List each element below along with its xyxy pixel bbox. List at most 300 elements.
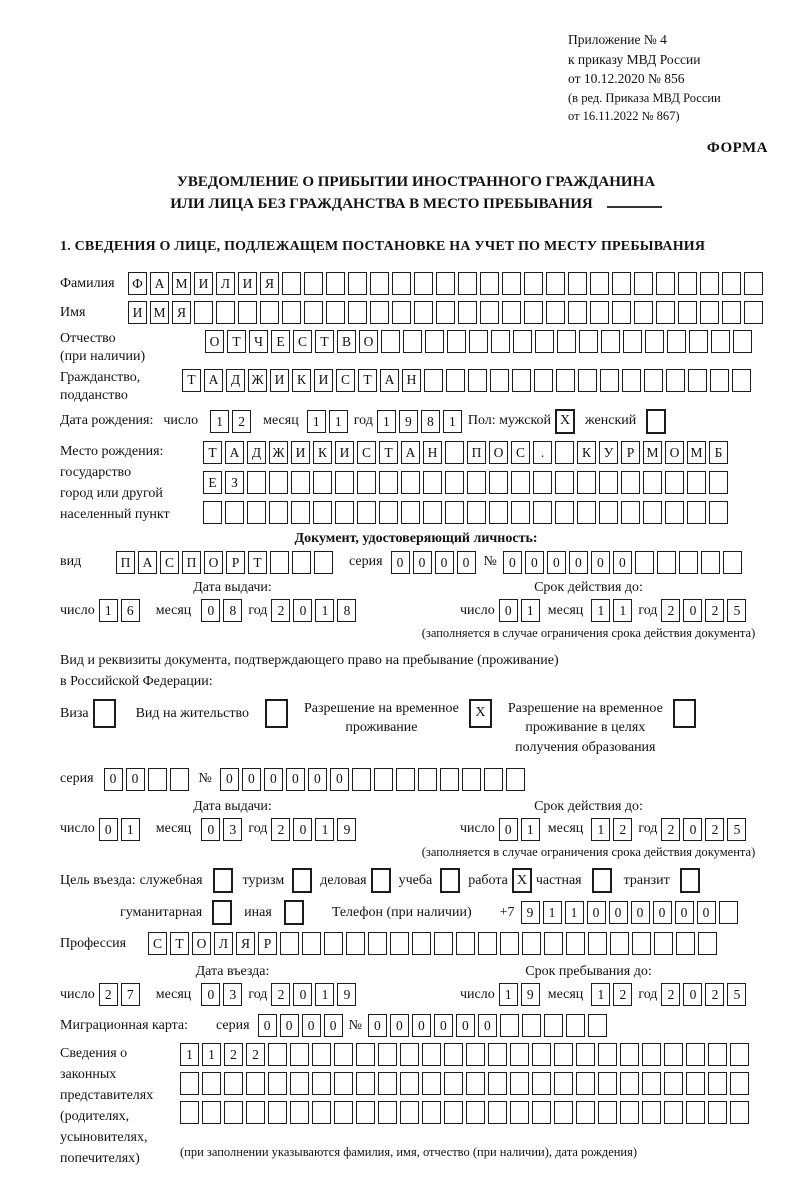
- char-cell[interactable]: [378, 1101, 397, 1124]
- char-cell[interactable]: П: [182, 551, 201, 574]
- char-cell[interactable]: [730, 1072, 749, 1095]
- char-cell[interactable]: 0: [697, 901, 716, 924]
- char-cell[interactable]: [246, 1101, 265, 1124]
- char-cell[interactable]: [381, 330, 400, 353]
- char-cell[interactable]: [370, 272, 389, 295]
- char-cell[interactable]: 0: [390, 1014, 409, 1037]
- char-cell[interactable]: М: [687, 441, 706, 464]
- char-cell[interactable]: О: [205, 330, 224, 353]
- char-cell[interactable]: 0: [631, 901, 650, 924]
- char-cell[interactable]: К: [292, 369, 311, 392]
- char-cell[interactable]: [346, 932, 365, 955]
- char-cell[interactable]: [722, 272, 741, 295]
- char-cell[interactable]: 1: [99, 599, 118, 622]
- char-cell[interactable]: [678, 272, 697, 295]
- char-cell[interactable]: 2: [99, 983, 118, 1006]
- char-cell[interactable]: 1: [591, 983, 610, 1006]
- char-cell[interactable]: З: [225, 471, 244, 494]
- char-cell[interactable]: [194, 301, 213, 324]
- char-cell[interactable]: [314, 551, 333, 574]
- char-cell[interactable]: [356, 1043, 375, 1066]
- char-cell[interactable]: 0: [525, 551, 544, 574]
- char-cell[interactable]: [502, 272, 521, 295]
- char-cell[interactable]: 1: [121, 818, 140, 841]
- char-cell[interactable]: [700, 301, 719, 324]
- purpose-tourism-checkbox[interactable]: [292, 868, 312, 893]
- char-cell[interactable]: 8: [421, 410, 440, 433]
- char-cell[interactable]: [484, 768, 503, 791]
- char-cell[interactable]: 0: [293, 599, 312, 622]
- char-cell[interactable]: [522, 932, 541, 955]
- char-cell[interactable]: [708, 1101, 727, 1124]
- char-cell[interactable]: [425, 330, 444, 353]
- char-cell[interactable]: 0: [412, 1014, 431, 1037]
- char-cell[interactable]: [302, 932, 321, 955]
- char-cell[interactable]: И: [194, 272, 213, 295]
- purpose-work-checkbox[interactable]: X: [512, 868, 532, 893]
- char-cell[interactable]: 0: [99, 818, 118, 841]
- char-cell[interactable]: [396, 768, 415, 791]
- char-cell[interactable]: [446, 369, 465, 392]
- char-cell[interactable]: 7: [121, 983, 140, 1006]
- char-cell[interactable]: [687, 501, 706, 524]
- title-blank-underline[interactable]: [607, 206, 662, 208]
- char-cell[interactable]: [744, 272, 763, 295]
- char-cell[interactable]: Я: [236, 932, 255, 955]
- char-cell[interactable]: [378, 1043, 397, 1066]
- char-cell[interactable]: [445, 441, 464, 464]
- char-cell[interactable]: 3: [223, 983, 242, 1006]
- char-cell[interactable]: [723, 551, 742, 574]
- char-cell[interactable]: [544, 1014, 563, 1037]
- char-cell[interactable]: 0: [413, 551, 432, 574]
- char-cell[interactable]: [643, 501, 662, 524]
- char-cell[interactable]: [440, 768, 459, 791]
- char-cell[interactable]: [447, 330, 466, 353]
- char-cell[interactable]: [635, 551, 654, 574]
- char-cell[interactable]: 1: [180, 1043, 199, 1066]
- char-cell[interactable]: 0: [201, 983, 220, 1006]
- char-cell[interactable]: М: [150, 301, 169, 324]
- char-cell[interactable]: Т: [379, 441, 398, 464]
- char-cell[interactable]: [326, 272, 345, 295]
- char-cell[interactable]: Я: [172, 301, 191, 324]
- purpose-humanitarian-checkbox[interactable]: [212, 900, 232, 925]
- char-cell[interactable]: [462, 768, 481, 791]
- char-cell[interactable]: 0: [435, 551, 454, 574]
- char-cell[interactable]: [510, 1101, 529, 1124]
- char-cell[interactable]: [689, 330, 708, 353]
- char-cell[interactable]: [612, 272, 631, 295]
- char-cell[interactable]: [623, 330, 642, 353]
- char-cell[interactable]: 9: [399, 410, 418, 433]
- char-cell[interactable]: [490, 369, 509, 392]
- char-cell[interactable]: [291, 501, 310, 524]
- char-cell[interactable]: 0: [286, 768, 305, 791]
- char-cell[interactable]: [709, 471, 728, 494]
- char-cell[interactable]: [654, 932, 673, 955]
- char-cell[interactable]: [599, 501, 618, 524]
- char-cell[interactable]: 2: [705, 818, 724, 841]
- char-cell[interactable]: [260, 301, 279, 324]
- char-cell[interactable]: 1: [521, 818, 540, 841]
- char-cell[interactable]: Т: [182, 369, 201, 392]
- char-cell[interactable]: 2: [271, 983, 290, 1006]
- char-cell[interactable]: [324, 932, 343, 955]
- char-cell[interactable]: А: [150, 272, 169, 295]
- char-cell[interactable]: А: [204, 369, 223, 392]
- char-cell[interactable]: [500, 932, 519, 955]
- char-cell[interactable]: 0: [293, 983, 312, 1006]
- char-cell[interactable]: 0: [587, 901, 606, 924]
- char-cell[interactable]: [335, 501, 354, 524]
- char-cell[interactable]: [568, 272, 587, 295]
- char-cell[interactable]: [268, 1072, 287, 1095]
- char-cell[interactable]: 0: [569, 551, 588, 574]
- char-cell[interactable]: Д: [247, 441, 266, 464]
- male-checkbox[interactable]: X: [555, 409, 575, 434]
- char-cell[interactable]: Ж: [269, 441, 288, 464]
- char-cell[interactable]: 1: [499, 983, 518, 1006]
- char-cell[interactable]: 0: [324, 1014, 343, 1037]
- char-cell[interactable]: 2: [661, 983, 680, 1006]
- char-cell[interactable]: [645, 330, 664, 353]
- char-cell[interactable]: Л: [216, 272, 235, 295]
- char-cell[interactable]: 2: [271, 818, 290, 841]
- char-cell[interactable]: [601, 330, 620, 353]
- char-cell[interactable]: [598, 1072, 617, 1095]
- char-cell[interactable]: 1: [613, 599, 632, 622]
- char-cell[interactable]: [513, 330, 532, 353]
- char-cell[interactable]: [390, 932, 409, 955]
- char-cell[interactable]: [202, 1101, 221, 1124]
- char-cell[interactable]: [524, 301, 543, 324]
- char-cell[interactable]: [400, 1072, 419, 1095]
- char-cell[interactable]: [664, 1043, 683, 1066]
- char-cell[interactable]: [403, 330, 422, 353]
- char-cell[interactable]: [612, 301, 631, 324]
- char-cell[interactable]: [511, 471, 530, 494]
- char-cell[interactable]: 0: [609, 901, 628, 924]
- char-cell[interactable]: С: [160, 551, 179, 574]
- char-cell[interactable]: 2: [705, 983, 724, 1006]
- char-cell[interactable]: Я: [260, 272, 279, 295]
- char-cell[interactable]: Т: [358, 369, 377, 392]
- char-cell[interactable]: [412, 932, 431, 955]
- char-cell[interactable]: [456, 932, 475, 955]
- char-cell[interactable]: [666, 369, 685, 392]
- char-cell[interactable]: [357, 471, 376, 494]
- char-cell[interactable]: [555, 471, 574, 494]
- char-cell[interactable]: Д: [226, 369, 245, 392]
- char-cell[interactable]: Ж: [248, 369, 267, 392]
- temp-permit-checkbox[interactable]: X: [469, 699, 492, 728]
- char-cell[interactable]: [621, 471, 640, 494]
- char-cell[interactable]: С: [336, 369, 355, 392]
- char-cell[interactable]: [247, 501, 266, 524]
- char-cell[interactable]: Р: [258, 932, 277, 955]
- char-cell[interactable]: [480, 272, 499, 295]
- char-cell[interactable]: [467, 501, 486, 524]
- char-cell[interactable]: 0: [264, 768, 283, 791]
- char-cell[interactable]: [576, 1043, 595, 1066]
- char-cell[interactable]: [334, 1072, 353, 1095]
- char-cell[interactable]: [576, 1072, 595, 1095]
- char-cell[interactable]: 0: [591, 551, 610, 574]
- char-cell[interactable]: [444, 1101, 463, 1124]
- char-cell[interactable]: [598, 1043, 617, 1066]
- char-cell[interactable]: [686, 1072, 705, 1095]
- char-cell[interactable]: [148, 768, 167, 791]
- char-cell[interactable]: [312, 1043, 331, 1066]
- char-cell[interactable]: [378, 1072, 397, 1095]
- char-cell[interactable]: [491, 330, 510, 353]
- char-cell[interactable]: 1: [210, 410, 229, 433]
- char-cell[interactable]: [506, 768, 525, 791]
- char-cell[interactable]: Р: [226, 551, 245, 574]
- char-cell[interactable]: 9: [521, 983, 540, 1006]
- char-cell[interactable]: [643, 471, 662, 494]
- char-cell[interactable]: [225, 501, 244, 524]
- char-cell[interactable]: [414, 272, 433, 295]
- char-cell[interactable]: 0: [201, 818, 220, 841]
- char-cell[interactable]: [687, 471, 706, 494]
- char-cell[interactable]: Б: [709, 441, 728, 464]
- char-cell[interactable]: [489, 471, 508, 494]
- char-cell[interactable]: [533, 471, 552, 494]
- char-cell[interactable]: 0: [675, 901, 694, 924]
- char-cell[interactable]: 8: [223, 599, 242, 622]
- char-cell[interactable]: 2: [224, 1043, 243, 1066]
- char-cell[interactable]: [290, 1101, 309, 1124]
- char-cell[interactable]: 0: [391, 551, 410, 574]
- char-cell[interactable]: 5: [727, 818, 746, 841]
- char-cell[interactable]: Т: [170, 932, 189, 955]
- char-cell[interactable]: П: [467, 441, 486, 464]
- char-cell[interactable]: [434, 932, 453, 955]
- char-cell[interactable]: [511, 501, 530, 524]
- char-cell[interactable]: [304, 272, 323, 295]
- char-cell[interactable]: [348, 272, 367, 295]
- char-cell[interactable]: [744, 301, 763, 324]
- char-cell[interactable]: 0: [683, 983, 702, 1006]
- char-cell[interactable]: [700, 272, 719, 295]
- char-cell[interactable]: 0: [302, 1014, 321, 1037]
- char-cell[interactable]: [468, 369, 487, 392]
- char-cell[interactable]: И: [314, 369, 333, 392]
- char-cell[interactable]: [686, 1101, 705, 1124]
- char-cell[interactable]: [445, 501, 464, 524]
- char-cell[interactable]: 1: [315, 599, 334, 622]
- char-cell[interactable]: [554, 1043, 573, 1066]
- char-cell[interactable]: [579, 330, 598, 353]
- char-cell[interactable]: 2: [613, 983, 632, 1006]
- char-cell[interactable]: [557, 330, 576, 353]
- char-cell[interactable]: [418, 768, 437, 791]
- char-cell[interactable]: [622, 369, 641, 392]
- char-cell[interactable]: И: [270, 369, 289, 392]
- char-cell[interactable]: 0: [547, 551, 566, 574]
- char-cell[interactable]: 0: [478, 1014, 497, 1037]
- char-cell[interactable]: [535, 330, 554, 353]
- char-cell[interactable]: [488, 1072, 507, 1095]
- char-cell[interactable]: 0: [104, 768, 123, 791]
- char-cell[interactable]: [246, 1072, 265, 1095]
- char-cell[interactable]: Т: [248, 551, 267, 574]
- char-cell[interactable]: [269, 471, 288, 494]
- char-cell[interactable]: 1: [377, 410, 396, 433]
- char-cell[interactable]: О: [192, 932, 211, 955]
- char-cell[interactable]: А: [138, 551, 157, 574]
- char-cell[interactable]: 5: [727, 983, 746, 1006]
- char-cell[interactable]: 0: [683, 599, 702, 622]
- char-cell[interactable]: 0: [280, 1014, 299, 1037]
- char-cell[interactable]: 9: [337, 818, 356, 841]
- char-cell[interactable]: И: [291, 441, 310, 464]
- char-cell[interactable]: 8: [337, 599, 356, 622]
- char-cell[interactable]: [698, 932, 717, 955]
- char-cell[interactable]: [524, 272, 543, 295]
- char-cell[interactable]: [502, 301, 521, 324]
- char-cell[interactable]: М: [643, 441, 662, 464]
- char-cell[interactable]: [379, 471, 398, 494]
- char-cell[interactable]: [247, 471, 266, 494]
- char-cell[interactable]: [268, 1101, 287, 1124]
- char-cell[interactable]: [280, 932, 299, 955]
- char-cell[interactable]: 0: [613, 551, 632, 574]
- char-cell[interactable]: [282, 301, 301, 324]
- char-cell[interactable]: 0: [126, 768, 145, 791]
- female-checkbox[interactable]: [646, 409, 666, 434]
- char-cell[interactable]: [642, 1101, 661, 1124]
- char-cell[interactable]: [370, 301, 389, 324]
- char-cell[interactable]: [599, 471, 618, 494]
- char-cell[interactable]: [422, 1101, 441, 1124]
- char-cell[interactable]: [510, 1072, 529, 1095]
- char-cell[interactable]: 1: [315, 983, 334, 1006]
- char-cell[interactable]: 0: [653, 901, 672, 924]
- char-cell[interactable]: [401, 501, 420, 524]
- char-cell[interactable]: М: [172, 272, 191, 295]
- char-cell[interactable]: С: [511, 441, 530, 464]
- char-cell[interactable]: 0: [330, 768, 349, 791]
- char-cell[interactable]: [290, 1072, 309, 1095]
- char-cell[interactable]: [424, 369, 443, 392]
- char-cell[interactable]: 1: [307, 410, 326, 433]
- char-cell[interactable]: [216, 301, 235, 324]
- char-cell[interactable]: [522, 1014, 541, 1037]
- char-cell[interactable]: [458, 301, 477, 324]
- char-cell[interactable]: [620, 1072, 639, 1095]
- char-cell[interactable]: [180, 1101, 199, 1124]
- char-cell[interactable]: .: [533, 441, 552, 464]
- char-cell[interactable]: Т: [315, 330, 334, 353]
- char-cell[interactable]: [510, 1043, 529, 1066]
- char-cell[interactable]: [610, 932, 629, 955]
- char-cell[interactable]: [656, 272, 675, 295]
- char-cell[interactable]: 0: [499, 599, 518, 622]
- char-cell[interactable]: А: [225, 441, 244, 464]
- char-cell[interactable]: [436, 272, 455, 295]
- purpose-business-checkbox[interactable]: [371, 868, 391, 893]
- char-cell[interactable]: [598, 1101, 617, 1124]
- char-cell[interactable]: Л: [214, 932, 233, 955]
- char-cell[interactable]: [290, 1043, 309, 1066]
- char-cell[interactable]: [357, 501, 376, 524]
- char-cell[interactable]: [180, 1072, 199, 1095]
- char-cell[interactable]: [620, 1101, 639, 1124]
- char-cell[interactable]: Н: [423, 441, 442, 464]
- char-cell[interactable]: [733, 330, 752, 353]
- char-cell[interactable]: [512, 369, 531, 392]
- char-cell[interactable]: [701, 551, 720, 574]
- char-cell[interactable]: [657, 551, 676, 574]
- char-cell[interactable]: [170, 768, 189, 791]
- char-cell[interactable]: С: [357, 441, 376, 464]
- char-cell[interactable]: 0: [499, 818, 518, 841]
- edu-permit-checkbox[interactable]: [673, 699, 696, 728]
- char-cell[interactable]: [556, 369, 575, 392]
- char-cell[interactable]: [634, 301, 653, 324]
- char-cell[interactable]: У: [599, 441, 618, 464]
- char-cell[interactable]: [400, 1043, 419, 1066]
- char-cell[interactable]: [282, 272, 301, 295]
- char-cell[interactable]: [469, 330, 488, 353]
- char-cell[interactable]: 0: [368, 1014, 387, 1037]
- char-cell[interactable]: [466, 1101, 485, 1124]
- char-cell[interactable]: [634, 272, 653, 295]
- char-cell[interactable]: В: [337, 330, 356, 353]
- char-cell[interactable]: [708, 1072, 727, 1095]
- char-cell[interactable]: 0: [683, 818, 702, 841]
- char-cell[interactable]: [732, 369, 751, 392]
- char-cell[interactable]: [621, 501, 640, 524]
- char-cell[interactable]: [291, 471, 310, 494]
- char-cell[interactable]: [292, 551, 311, 574]
- char-cell[interactable]: [312, 1101, 331, 1124]
- char-cell[interactable]: 1: [443, 410, 462, 433]
- char-cell[interactable]: 0: [242, 768, 261, 791]
- char-cell[interactable]: 2: [705, 599, 724, 622]
- char-cell[interactable]: [488, 1101, 507, 1124]
- char-cell[interactable]: [334, 1043, 353, 1066]
- purpose-other-checkbox[interactable]: [284, 900, 304, 925]
- char-cell[interactable]: [423, 471, 442, 494]
- char-cell[interactable]: [546, 301, 565, 324]
- char-cell[interactable]: [708, 1043, 727, 1066]
- char-cell[interactable]: 2: [246, 1043, 265, 1066]
- char-cell[interactable]: 0: [456, 1014, 475, 1037]
- char-cell[interactable]: [555, 441, 574, 464]
- char-cell[interactable]: [590, 301, 609, 324]
- char-cell[interactable]: [401, 471, 420, 494]
- char-cell[interactable]: [656, 301, 675, 324]
- char-cell[interactable]: О: [204, 551, 223, 574]
- char-cell[interactable]: [664, 1072, 683, 1095]
- char-cell[interactable]: [444, 1043, 463, 1066]
- char-cell[interactable]: [312, 1072, 331, 1095]
- char-cell[interactable]: И: [238, 272, 257, 295]
- char-cell[interactable]: [590, 272, 609, 295]
- char-cell[interactable]: [500, 1014, 519, 1037]
- char-cell[interactable]: [632, 932, 651, 955]
- char-cell[interactable]: Е: [271, 330, 290, 353]
- char-cell[interactable]: О: [489, 441, 508, 464]
- char-cell[interactable]: [642, 1072, 661, 1095]
- char-cell[interactable]: [313, 501, 332, 524]
- char-cell[interactable]: [488, 1043, 507, 1066]
- char-cell[interactable]: [665, 501, 684, 524]
